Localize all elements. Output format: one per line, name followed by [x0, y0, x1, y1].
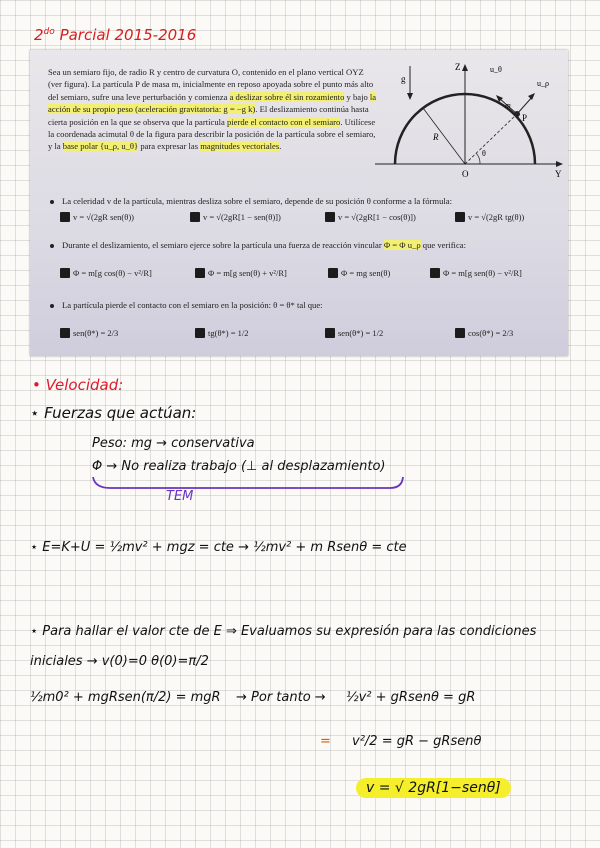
q3-option-b[interactable]: tg(θ*) = 1/2 [195, 328, 249, 338]
hallar-line: ⋆ Para hallar el valor cte de E ⇒ Evaluamos su expresión para las condiciones [30, 624, 537, 639]
radius-label: R [433, 132, 439, 142]
z-axis-label: Z [455, 62, 461, 72]
tem-label: TEM [166, 489, 194, 504]
question-2: Durante el deslizamiento, el semiaro ejerce sobre la partícula una fuerza de reacción vincular Φ = Φ u_ρ que verifica: [50, 240, 466, 250]
energy-equation: ⋆ E=K+U = ½mv² + mgz = cte → ½mv² + m Rsenθ = cte [30, 540, 407, 555]
tem-bracket [90, 474, 406, 494]
q1-option-a[interactable]: v = √(2gR sen(θ)) [60, 212, 134, 222]
q3-option-a[interactable]: sen(θ*) = 2/3 [60, 328, 118, 338]
calc-step-2: ½v² + gRsenθ = gR [346, 690, 476, 705]
q1-option-c[interactable]: v = √(2gR[1 − cos(θ)]) [325, 212, 416, 222]
checkbox-icon[interactable] [190, 212, 200, 222]
q2-option-a[interactable]: Φ = m[g cos(θ) − v²/R] [60, 268, 152, 278]
u-theta-label: u_θ [490, 65, 502, 74]
checkbox-icon[interactable] [325, 328, 335, 338]
q2-option-d[interactable]: Φ = m[g sen(θ) − v²/R] [430, 268, 522, 278]
fuerzas-heading: ⋆ Fuerzas que actúan: [30, 404, 197, 422]
checkbox-icon[interactable] [455, 212, 465, 222]
mass-label: m [505, 101, 511, 110]
gravity-label: g [401, 74, 406, 84]
equals-sign: = [320, 734, 331, 749]
checkbox-icon[interactable] [455, 328, 465, 338]
q2-option-c[interactable]: Φ = mg sen(θ) [328, 268, 390, 278]
checkbox-icon[interactable] [195, 268, 205, 278]
problem-statement-photo [30, 50, 568, 356]
q1-option-d[interactable]: v = √(2gR tg(θ)) [455, 212, 524, 222]
question-3: La partícula pierde el contacto con el semiaro en la posición: θ = θ* tal que: [50, 300, 323, 310]
theta-label: θ [482, 149, 486, 158]
checkbox-icon[interactable] [60, 268, 70, 278]
por-tanto: → Por tanto → [236, 690, 326, 705]
section-velocidad: • Velocidad: [32, 376, 124, 394]
q2-option-b[interactable]: Φ = m[g sen(θ) + v²/R] [195, 268, 287, 278]
q3-option-c[interactable]: sen(θ*) = 1/2 [325, 328, 383, 338]
checkbox-icon[interactable] [60, 328, 70, 338]
semicircle-diagram [365, 56, 565, 186]
checkbox-icon[interactable] [430, 268, 440, 278]
y-axis-label: Y [555, 169, 562, 179]
question-1: La celeridad v de la partícula, mientras desliza sobre el semiaro, depende de su posición θ conforme a la fórmula: [50, 196, 452, 206]
point-p-label: P [522, 113, 528, 123]
u-rho-label: u_ρ [537, 79, 549, 88]
checkbox-icon[interactable] [328, 268, 338, 278]
calc-step-3: v²/2 = gR − gRsenθ [352, 734, 482, 749]
q3-option-d[interactable]: cos(θ*) = 2/3 [455, 328, 513, 338]
checkbox-icon[interactable] [60, 212, 70, 222]
problem-intro: Sea un semiaro fijo, de radio R y centro de curvatura O, contenido en el plano vertical OYZ (ver figura). La partícula P de masa m, inicialmente en reposo apoyada sobre el punto más alto del semiaro, sufre una leve perturbación y comienza a deslizar sobre él sin rozamiento y bajo la acción de su propio peso (aceleración gravitatoria: g = −g k). El deslizamiento continúa hasta cierta posición en la que se observa que la partícula pierde el contacto con el semiaro. Utilícese la coordenada acimutal θ de la figura para describir la posición de la partícula sobre el semiaro, y la base polar {u_ρ, u_θ} para expresar las magnitudes vectoriales. [48, 67, 377, 152]
peso-line: Peso: mg → conservativa [92, 436, 255, 451]
velocity-result: v = √ 2gR[1−senθ] [356, 780, 511, 796]
calc-step-1: ½m0² + mgRsen(π/2) = mgR [30, 690, 221, 705]
page-title: $2^{do}$ Parcial 2015-2016 [34, 26, 197, 44]
origin-label: O [462, 169, 469, 179]
checkbox-icon[interactable] [325, 212, 335, 222]
q1-option-b[interactable]: v = √(2gR[1 − sen(θ)]) [190, 212, 281, 222]
initial-conditions: iniciales → v(0)=0 θ(0)=π/2 [30, 654, 209, 669]
checkbox-icon[interactable] [195, 328, 205, 338]
phi-line: Φ → No realiza trabajo (⊥ al desplazamiento) [92, 459, 386, 474]
